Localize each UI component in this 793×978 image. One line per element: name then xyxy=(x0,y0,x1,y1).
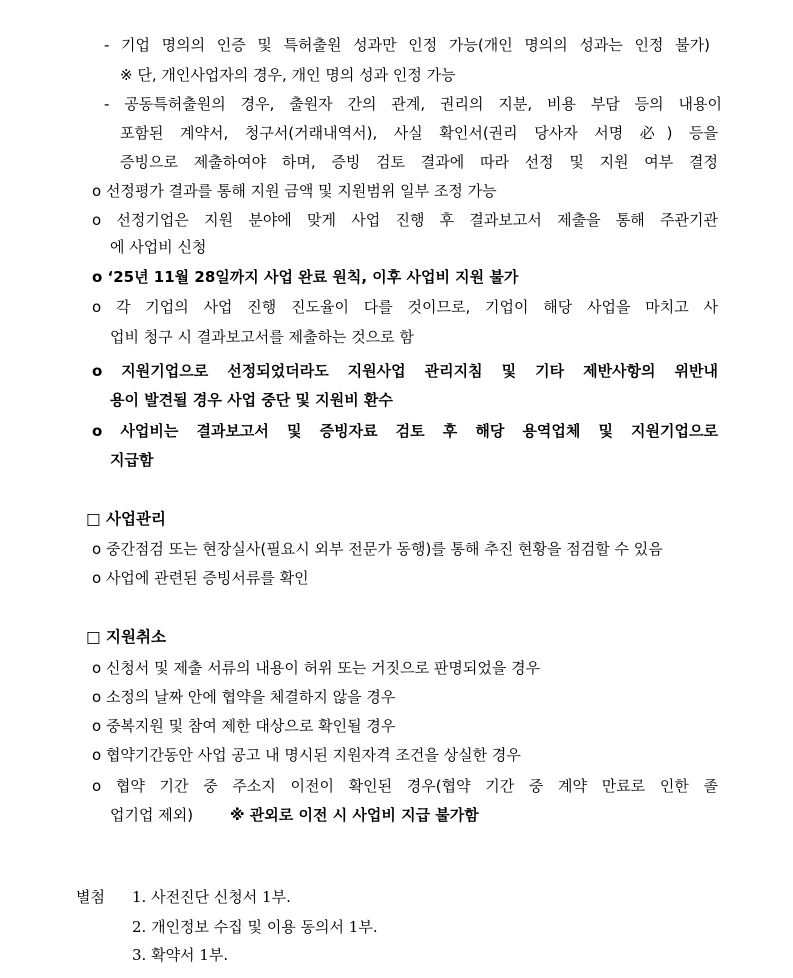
bullet-deadline: o ‘25년 11월 28일까지 사업 완료 원칙, 이후 사업비 지원 불가 xyxy=(92,268,519,286)
dash-item-joint-patent-cont-1: 포함된 계약서, 청구서(거래내역서), 사실 확인서(권리 당사자 서명 必) 등을 xyxy=(120,124,718,142)
bullet-address-change: o 협약 기간 중 주소지 이전이 확인된 경우(협약 기간 중 계약 만료로 인한 졸 xyxy=(92,777,718,795)
bullet-inspection: o 중간점검 또는 현장실사(필요시 외부 전문가 동행)를 통해 추진 현황을 점검할 수 있음 xyxy=(92,540,663,558)
dash-item-joint-patent: - 공동특허출원의 경우, 출원자 간의 관계, 권리의 지분, 비용 부담 등의 내용이 xyxy=(104,95,722,113)
section-title-cancellation: □ 지원취소 xyxy=(86,628,166,646)
bullet-evaluation-adjust: o 선정평가 결과를 통해 지원 금액 및 지원범위 일부 조정 가능 xyxy=(92,182,497,200)
bullet-no-agreement: o 소정의 날짜 안에 협약을 체결하지 않을 경우 xyxy=(92,688,396,706)
bullet-lost-eligibility: o 협약기간동안 사업 공고 내 명시된 지원자격 조건을 상실한 경우 xyxy=(92,746,521,764)
bullet-result-report-cont: 에 사업비 신청 xyxy=(110,238,207,256)
bullet-progress-rate-cont: 업비 청구 시 결과보고서를 제출하는 것으로 함 xyxy=(110,328,414,346)
attachment-item: 3. 확약서 1부. xyxy=(132,946,229,964)
bullet-violation-cont: 용이 발견될 경우 사업 중단 및 지원비 환수 xyxy=(110,391,393,409)
bullet-violation: o 지원기업으로 선정되었더라도 지원사업 관리지침 및 기타 제반사항의 위반내 xyxy=(92,362,718,380)
bullet-address-change-cont: 업기업 제외) xyxy=(110,806,194,824)
bullet-payment: o 사업비는 결과보고서 및 증빙자료 검토 후 해당 용역업체 및 지원기업으로 xyxy=(92,422,718,440)
note-sole-proprietor: ※ 단, 개인사업자의 경우, 개인 명의 성과 인정 가능 xyxy=(120,66,456,84)
attachment-item: 2. 개인정보 수집 및 이용 동의서 1부. xyxy=(132,918,378,936)
dash-item-joint-patent-cont-2: 증빙으로 제출하여야 하며, 증빙 검토 결과에 따라 선정 및 지원 여부 결정 xyxy=(120,153,718,171)
bullet-progress-rate: o 각 기업의 사업 진행 진도율이 다를 것이므로, 기업이 해당 사업을 마치고 사 xyxy=(92,298,718,316)
bullet-duplicate-support: o 중복지원 및 참여 제한 대상으로 확인될 경우 xyxy=(92,717,396,735)
bullet-verify-documents: o 사업에 관련된 증빙서류를 확인 xyxy=(92,569,309,587)
bullet-payment-cont: 지급함 xyxy=(110,451,154,469)
bullet-false-documents: o 신청서 및 제출 서류의 내용이 허위 또는 거짓으로 판명되었을 경우 xyxy=(92,659,541,677)
attachments-label: 별첨 xyxy=(76,888,105,906)
attachment-item: 1. 사전진단 신청서 1부. xyxy=(132,888,291,906)
section-title-management: □ 사업관리 xyxy=(86,510,166,528)
note-relocation-outside: ※ 관외로 이전 시 사업비 지급 불가함 xyxy=(230,806,479,824)
dash-item-corporate-name: - 기업 명의의 인증 및 특허출원 성과만 인정 가능(개인 명의의 성과는 인정 불가) xyxy=(104,36,710,54)
bullet-result-report: o 선정기업은 지원 분야에 맞게 사업 진행 후 결과보고서 제출을 통해 주관기관 xyxy=(92,211,718,229)
